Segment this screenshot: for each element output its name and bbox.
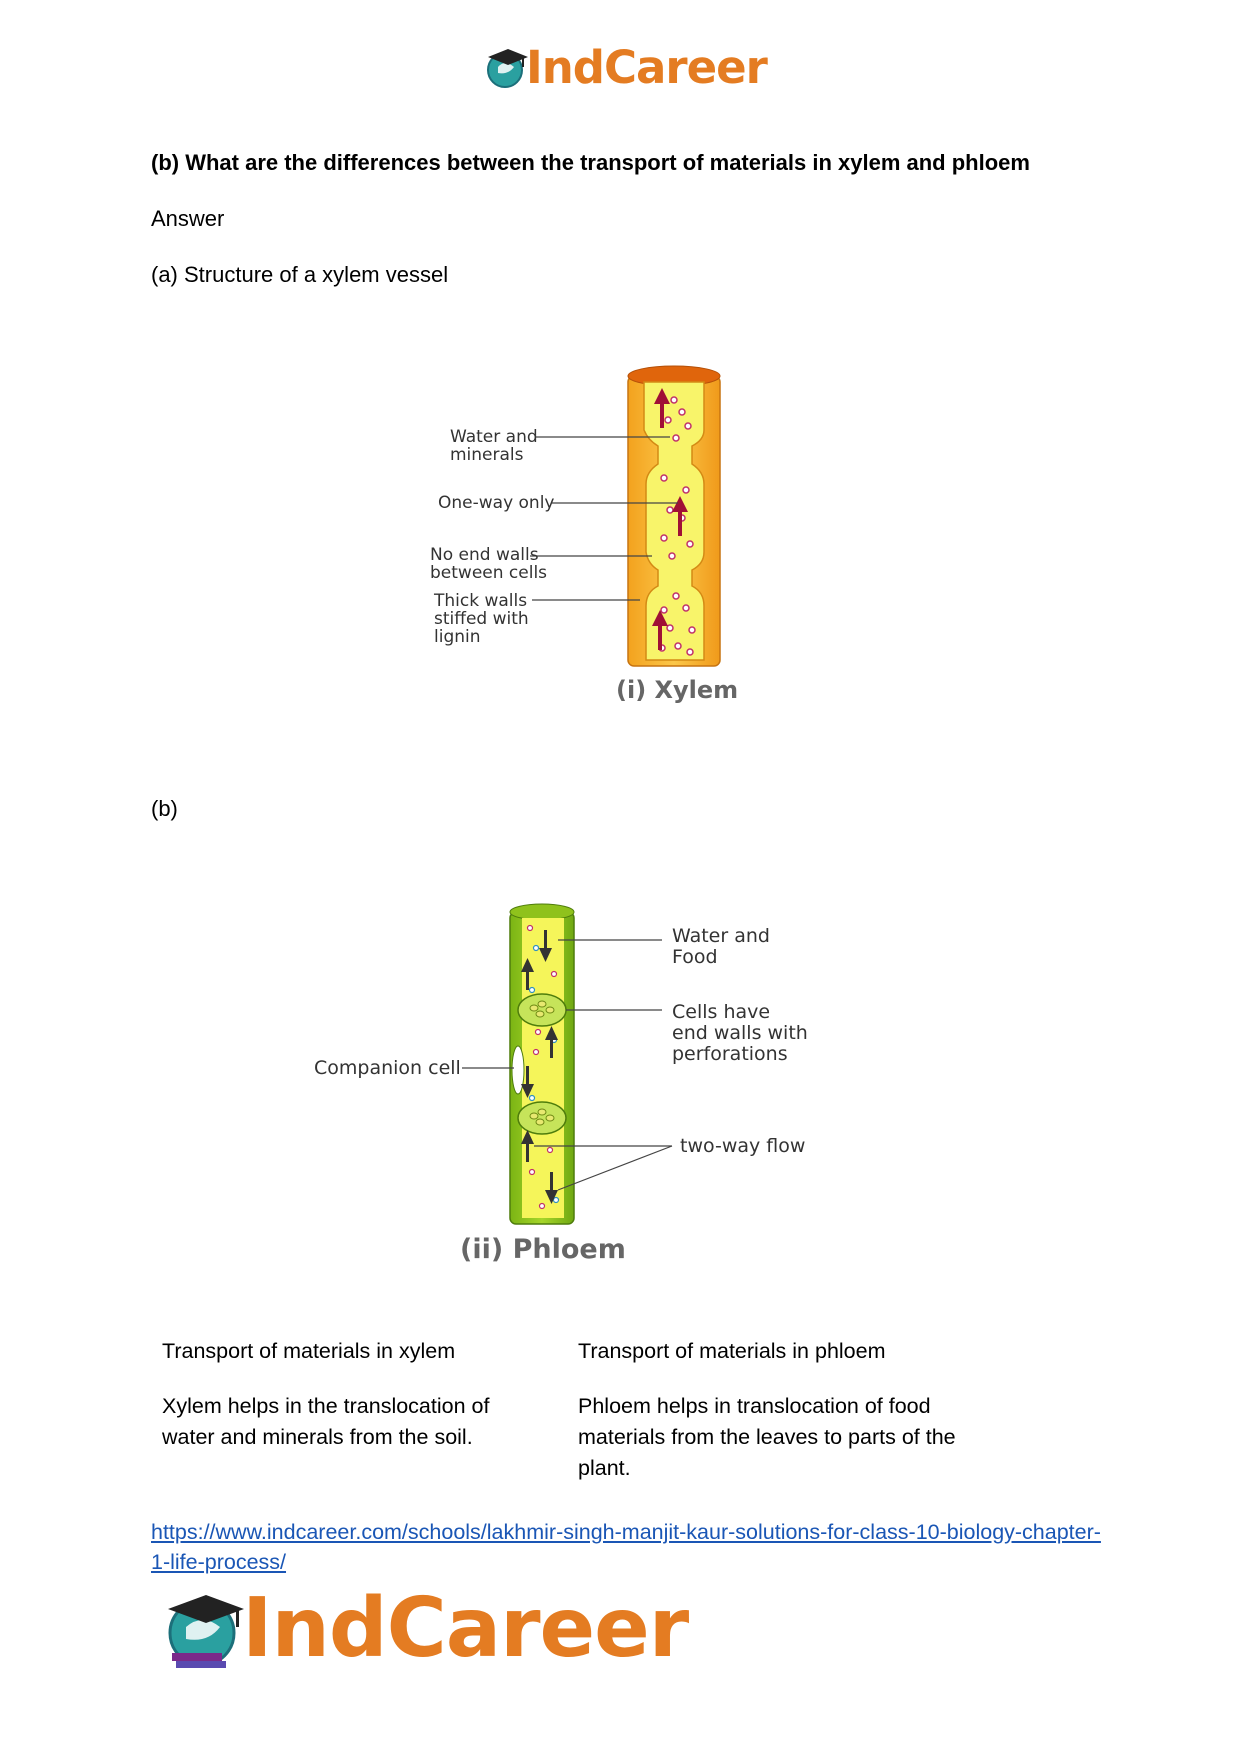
phloem-label-cells: Cells have end walls with perforations: [672, 1001, 808, 1065]
footer-logo-text: IndCareer: [242, 1581, 689, 1676]
xylem-figure: [420, 360, 750, 720]
footer-logo: [162, 1581, 722, 1676]
xylem-label-water: Water and minerals: [450, 427, 538, 465]
graduation-globe-icon: [484, 45, 530, 91]
header-logo: [484, 40, 784, 96]
xylem-label-oneway: One-way only: [438, 493, 555, 513]
phloem-figure: [310, 900, 830, 1280]
question-text: (b) What are the differences between the transport of materials in xylem and phloem: [151, 150, 1030, 175]
part-b-label: (b): [151, 796, 178, 821]
xylem-vessel-illustration: [420, 360, 750, 720]
table-cell-phloem: Phloem helps in translocation of food materials from the leaves to parts of the plant.: [578, 1394, 956, 1480]
source-link[interactable]: https://www.indcareer.com/schools/lakhmir-singh-manjit-kaur-solutions-for-class-10-biology-chapter-1-life-process/: [151, 1520, 1101, 1574]
xylem-label-noend: No end walls between cells: [430, 545, 548, 583]
graduation-globe-books-icon: [162, 1587, 248, 1673]
answer-label: Answer: [151, 206, 225, 231]
table-header-xylem: Transport of materials in xylem: [162, 1339, 456, 1363]
part-a-label: (a) Structure of a xylem vessel: [151, 262, 449, 287]
table-cell-xylem: Xylem helps in the translocation of water and minerals from the soil.: [162, 1394, 490, 1449]
xylem-label-thick: Thick walls stiffed with lignin: [434, 591, 529, 647]
phloem-caption: (ii) Phloem: [460, 1234, 626, 1265]
phloem-label-companion: Companion cell: [314, 1057, 461, 1079]
phloem-label-water: Water and Food: [672, 925, 770, 968]
phloem-label-twoway: two-way flow: [680, 1135, 806, 1157]
table-header-phloem: Transport of materials in phloem: [578, 1339, 886, 1363]
xylem-caption: (i) Xylem: [616, 676, 739, 704]
header-logo-text: IndCareer: [526, 41, 767, 94]
